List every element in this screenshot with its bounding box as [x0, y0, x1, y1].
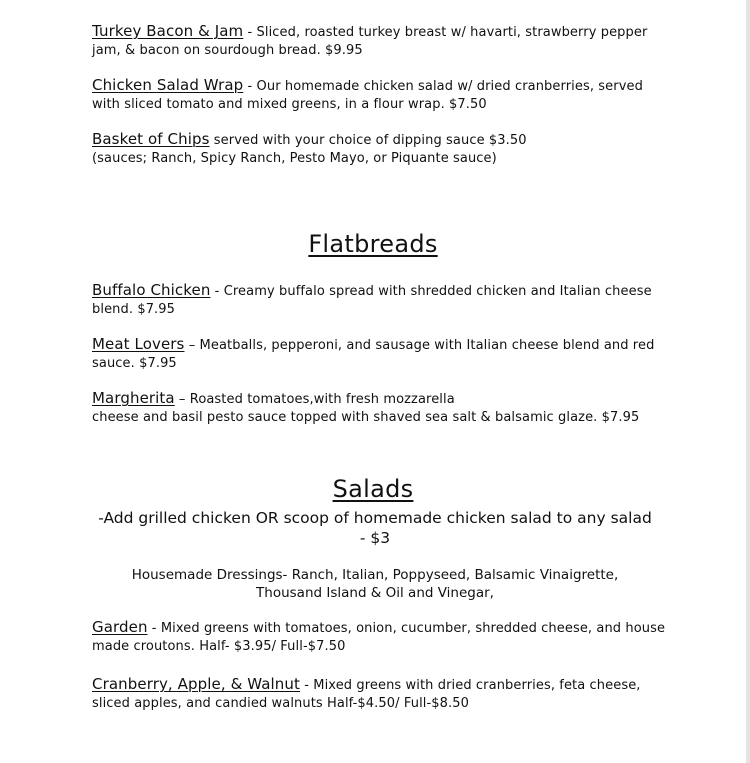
menu-item-name: Cranberry, Apple, & Walnut [92, 675, 301, 693]
menu-item-basket-of-chips [92, 130, 672, 168]
menu-item-name: Margherita [92, 389, 175, 407]
menu-item-cranberry-apple-walnut [92, 675, 672, 713]
salad-addon-note: -Add grilled chicken OR scoop of homemade chicken salad to any salad - $3 [98, 509, 652, 547]
menu-item-garden [92, 618, 672, 656]
page-edge-shadow [746, 0, 750, 763]
menu-item-description: – Roasted tomatoes,with fresh mozzarella [174, 392, 455, 407]
menu-item-name: Chicken Salad Wrap [92, 76, 244, 94]
menu-item-description: – Meatballs, pepperoni, and sausage with Italian cheese blend and red sauce. $7.95 [92, 338, 655, 371]
menu-item-margherita [92, 389, 692, 427]
menu-item-turkey-bacon-jam [92, 22, 672, 60]
menu-item-name: Garden [92, 618, 148, 636]
section-title-salads: Salads [332, 475, 414, 503]
section-title-flatbreads: Flatbreads [308, 230, 438, 258]
menu-item-chicken-salad-wrap [92, 76, 672, 114]
menu-item-name: Basket of Chips [92, 130, 210, 148]
menu-item-description: - Mixed greens with dried cranberries, feta cheese, sliced apples, and candied walnuts Half-$4.50/ Full-$8.50 [92, 678, 641, 711]
menu-item-description: - Mixed greens with tomatoes, onion, cucumber, shredded cheese, and house made croutons. Half- $3.95/ Full-$7.50 [92, 621, 666, 654]
menu-item-meat-lovers [92, 335, 672, 373]
chips-sauce-note: (sauces; Ranch, Spicy Ranch, Pesto Mayo, or Piquante sauce) [92, 151, 497, 166]
salad-dressings-note: Housemade Dressings- Ranch, Italian, Poppyseed, Balsamic Vinaigrette, Thousand Island & Oil and Vinegar, [131, 567, 619, 601]
menu-item-name: Turkey Bacon & Jam [92, 22, 244, 40]
menu-item-name: Buffalo Chicken [92, 281, 211, 299]
menu-item-name: Meat Lovers [92, 335, 185, 353]
menu-item-description: - Our homemade chicken salad w/ dried cranberries, served with sliced tomato and mixed greens, in a flour wrap. $7.50 [92, 79, 643, 112]
menu-item-buffalo-chicken [92, 281, 672, 319]
menu-item-description: - Sliced, roasted turkey breast w/ havarti, strawberry pepper jam, & bacon on sourdough bread. $9.95 [92, 25, 648, 58]
menu-item-description-line2: cheese and basil pesto sauce topped with shaved sea salt & balsamic glaze. $7.95 [92, 410, 640, 425]
menu-item-description: served with your choice of dipping sauce $3.50 [209, 133, 527, 148]
menu-item-description: - Creamy buffalo spread with shredded chicken and Italian cheese blend. $7.95 [92, 284, 652, 317]
